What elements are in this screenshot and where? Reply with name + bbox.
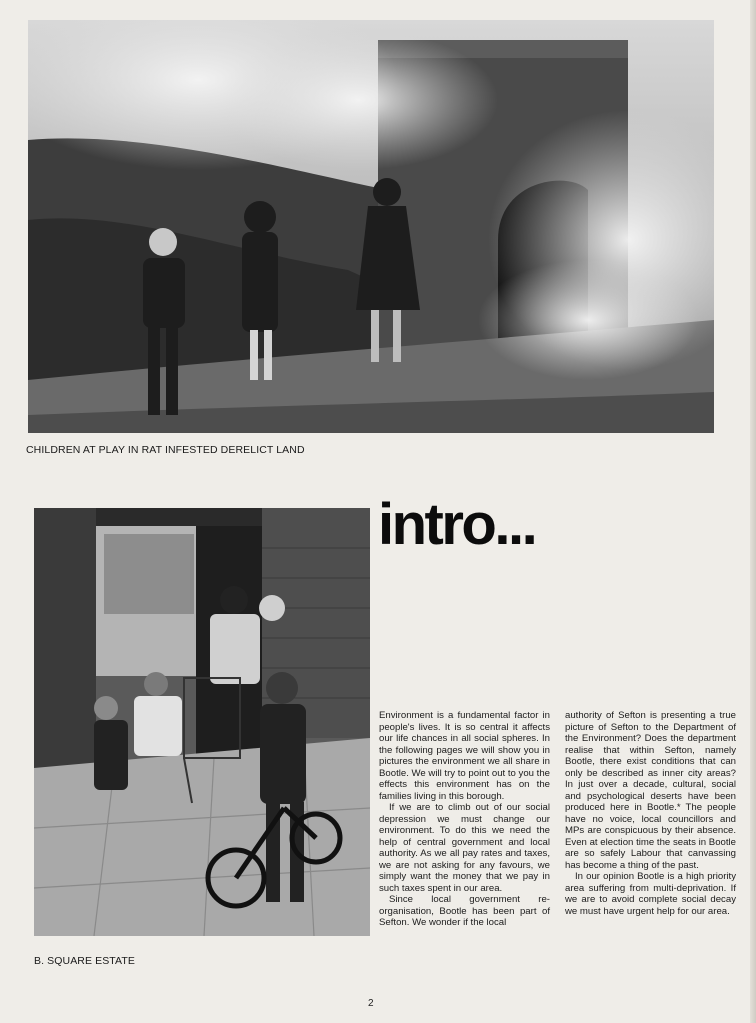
page-number: 2: [368, 998, 374, 1009]
caption-top-photo: CHILDREN AT PLAY IN RAT INFESTED DERELICT LAND: [26, 444, 305, 456]
paragraph: In our opinion Bootle is a high priority area suffering from multi-deprivation. If we are to avoid complete social decay we must have urgent help for our area.: [565, 871, 736, 917]
photo-square-estate: [34, 508, 370, 936]
article-column-left: [379, 710, 550, 929]
paragraph: Since local government re-organisation, Bootle has been part of Sefton. We wonder if the local: [379, 894, 550, 928]
paragraph: Environment is a fundamental factor in people's lives. It is so central it affects our life chances in all social spheres. In the following pages we will show you in pictures the environment we all share in Bootle. We will try to point out to you the effects this environment has on the families living in this borough.: [379, 710, 551, 802]
paragraph: authority of Sefton is presenting a true picture of Sefton to the Department of the Environment? Does the department realise that within Sefton, namely Bootle, there exist conditions that can only be described as inner city areas? In just over a decade, cultural, social and psychological deserts have been produced here in Bootle.* The people have no voice, local councillors and MPs are conspicuous by their absence. Even at election time the seats in Bootle are so safely Labour that canvassing has become a thing of the past.: [565, 710, 736, 871]
caption-bottom-photo: B. SQUARE ESTATE: [34, 955, 135, 967]
photo-children-derelict-land: [28, 20, 714, 433]
article-heading: intro...: [378, 492, 536, 557]
paragraph: If we are to climb out of our social depression we must change our environment. To do this we need the help of central government and local authority. As we all pay rates and taxes, we are not asking for any favours, we simply want the money that we pay in such taxes spent in our area.: [379, 802, 550, 894]
article-column-right: [565, 710, 736, 917]
